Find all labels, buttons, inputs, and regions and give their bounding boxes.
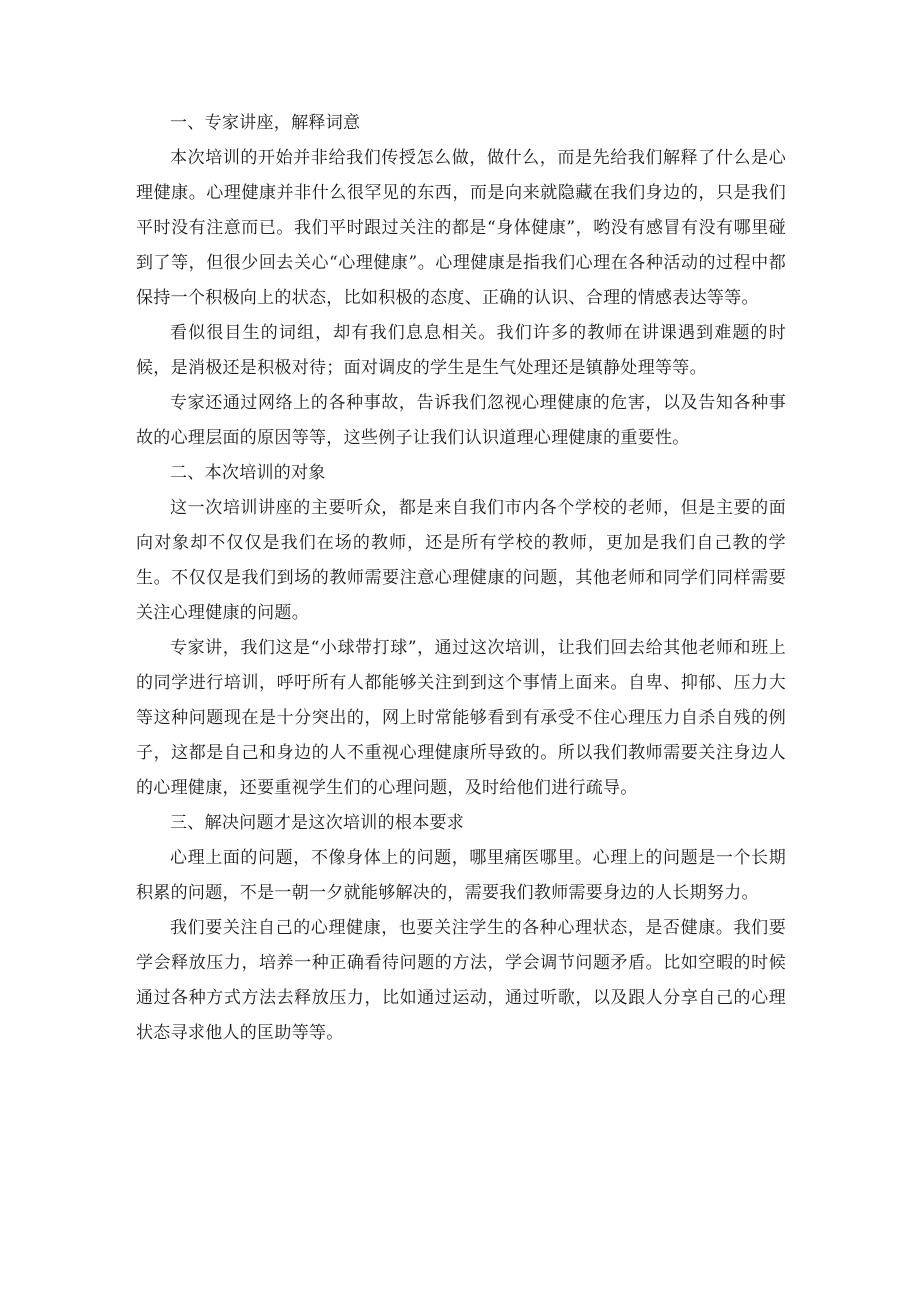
- paragraph: 这一次培训讲座的主要听众，都是来自我们市内各个学校的老师，但是主要的面向对象却不仅仅是我们在场的教师，还是所有学校的教师，更加是我们自己教的学生。不仅仅是我们到场的教师需要注意心理健康的问题，其他老师和同学们同样需要关注心理健康的问题。: [136, 498, 786, 623]
- paragraph: 我们要关注自己的心理健康，也要关注学生的各种心理状态，是否健康。我们要学会释放压力，培养一种正确看待问题的方法，学会调节问题矛盾。比如空暇的时候通过各种方式方法去释放压力，比如通过运动，通过听歌，以及跟人分享自己的心理状态寻求他人的匡助等等。: [136, 918, 786, 1043]
- section-heading-2: 二、本次培训的对象: [170, 463, 326, 483]
- section-heading-3: 三、解决问题才是这次培训的根本要求: [170, 813, 465, 833]
- paragraph: 专家讲，我们这是“小球带打球”，通过这次培训，让我们回去给其他老师和班上的同学进行培训，呼吁所有人都能够关注到到这个事情上面来。自卑、抑郁、压力大等这种问题现在是十分突出的，网上时常能够看到有承受不住心理压力自杀自残的例子，这都是自己和身边的人不重视心理健康所导致的。所以我们教师需要关注身边人的心理健康，还要重视学生们的心理问题，及时给他们进行疏导。: [136, 638, 786, 798]
- section-heading-1: 一、专家讲座，解释词意: [170, 113, 361, 133]
- paragraph: 看似很目生的词组，却有我们息息相关。我们许多的教师在讲课遇到难题的时候，是消极还是积极对待；面对调皮的学生是生气处理还是镇静处理等等。: [136, 323, 786, 378]
- paragraph: 心理上面的问题，不像身体上的问题，哪里痛医哪里。心理上的问题是一个长期积累的问题，不是一朝一夕就能够解决的，需要我们教师需要身边的人长期努力。: [136, 848, 786, 903]
- paragraph: 本次培训的开始并非给我们传授怎么做，做什么，而是先给我们解释了什么是心理健康。心理健康并非什么很罕见的东西，而是向来就隐藏在我们身边的，只是我们平时没有注意而已。我们平时跟过关注的都是“身体健康”，哟没有感冒有没有哪里碰到了等，但很少回去关心“心理健康”。心理健康是指我们心理在各种活动的过程中都保持一个积极向上的状态，比如积极的态度、正确的认识、合理的情感表达等等。: [136, 148, 786, 308]
- document-body: [136, 106, 786, 1051]
- paragraph: 专家还通过网络上的各种事故，告诉我们忽视心理健康的危害，以及告知各种事故的心理层面的原因等等，这些例子让我们认识道理心理健康的重要性。: [136, 393, 786, 448]
